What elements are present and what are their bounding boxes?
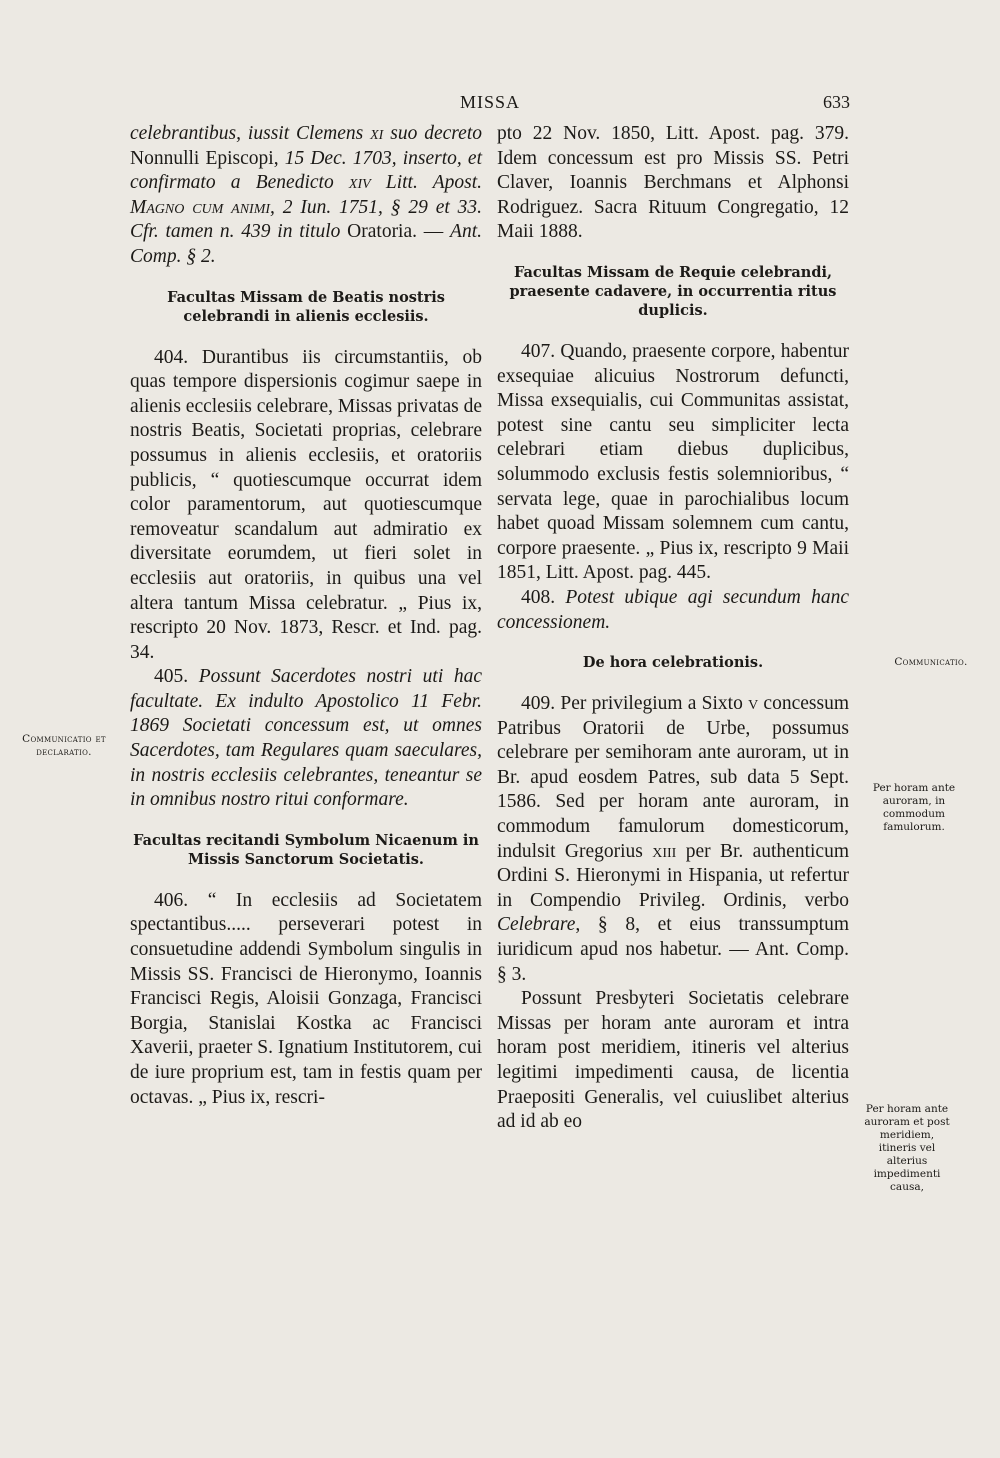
left-continuation-paragraph: celebrantibus, iussit Clemens xi suo decreto Nonnulli Episcopi, 15 Dec. 1703, inserto, et confirmato a Benedicto xiv Litt. Apost. Magno cum animi, 2 Iun. 1751, § 29 et 33. Cfr. tamen n. 439 in titulo Oratoria. — Ant. Comp. § 2. bbox=[130, 123, 482, 267]
margin-note-communicatio: Communicatio. bbox=[894, 656, 968, 668]
running-header bbox=[130, 92, 850, 120]
left-column bbox=[130, 122, 482, 1110]
margin-note-per-horam-itineris: Per horam ante auroram et post meridiem, itineris vel alterius impedimenti causa, bbox=[864, 1103, 950, 1193]
paragraph-407: 407. Quando, praesente corpore, habentur exsequiae alicuius Nostrorum defuncti, Missa exsequialis, cui Communitas assistat, potest sine cantu seu simpliciter lecta celebrari etiam diebus duplicibus, solummodo exclusis festis solemnioribus, “ servata lege, quae in parochialibus locum habet quoad Missam solemnem cum cantu, corpore praesente. „ Pius ix, rescripto 9 Maii 1851, Litt. Apost. pag. 445. bbox=[497, 340, 849, 584]
paragraph-410: Possunt Presbyteri Societatis celebrare Missas per horam ante auroram et intra horam post meridiem, itineris vel alterius legitimi impedimenti causa, de licentia Praepositi Generalis, vel cuiuslibet alterius ad id ab eo bbox=[497, 988, 849, 1133]
right-continuation-paragraph: pto 22 Nov. 1850, Litt. Apost. pag. 379. Idem concessum est pro Missis SS. Petri Claver, Ioannis Berchmans et Alphonsi Rodriguez. Sacra Rituum Congregatio, 12 Maii 1888. bbox=[497, 123, 849, 243]
section-heading: Facultas Missam de Beatis nostris celebrandi in alienis ecclesiis. bbox=[167, 288, 445, 325]
running-title: MISSA bbox=[459, 92, 521, 112]
right-column bbox=[497, 122, 849, 1135]
paragraph-406: 406. “ In ecclesiis ad Societatem spectantibus..... perseverari potest in consuetudine addendi Symbolum singulis in Missis SS. Francisci de Hieronymo, Ioannis Francisci Regis, Aloisii Gonzaga, Francisci Borgia, Stanislai Kostka ac Francisci Xaverii, praeter S. Ignatium Institutorem, cui de iure proprium est, tam in festis quam per octavas. „ Pius ix, rescri- bbox=[130, 889, 482, 1108]
margin-note-communicatio-declaratio: Communicatio et declaratio. bbox=[22, 733, 106, 758]
section-heading: De hora celebrationis. bbox=[582, 654, 764, 672]
paragraph-404: 404. Durantibus iis circumstantiis, ob quas tempore dispersionis cogimur saepe in alienis ecclesiis celebrare, Missas privatas de nostris Beatis, Societati proprias, celebrare possumus in alienis ecclesiis, et oratoriis publicis, “ quotiescumque occurrat idem color paramentorum, aut quotiescumque removeatur scandalum aut admiratio ex diversitate eorumdem, ut fieri solet in ecclesiis aut oratoriis, in quibus una vel altera tantum Missa celebratur. „ Pius ix, rescripto 20 Nov. 1873, Rescr. et Ind. pag. 34. bbox=[130, 346, 482, 663]
margin-note-per-horam-famulorum: Per horam ante auroram, in commodum famulorum. bbox=[872, 782, 956, 833]
section-heading: Facultas Missam de Requie celebrandi, praesente cadavere, in occurrentia ritus duplicis. bbox=[509, 263, 837, 319]
paragraph-409: 409. Per privilegium a Sixto v concessum Patribus Oratorii de Urbe, possumus celebrare per semihoram ante auroram, ut in Br. apud eosdem Patres, sub data 5 Sept. 1586. Sed per horam ante auroram, in commodum famulorum domesticorum, indulsit Gregorius xiii per Br. authenticum Ordini S. Hieronymi in Hispania, ut refertur in Compendio Privileg. Ordinis, verbo Celebrare, § 8, et eius transsumptum iuridicum apud nos habetur. — Ant. Comp. § 3. bbox=[497, 693, 849, 985]
paragraph-408: 408. Potest ubique agi secundum hanc concessionem. bbox=[497, 586, 849, 633]
page-number: 633 bbox=[823, 92, 850, 112]
section-heading: Facultas recitandi Symbolum Nicaenum in Missis Sanctorum Societatis. bbox=[133, 831, 479, 868]
paragraph-405: 405. Possunt Sacerdotes nostri uti hac facultate. Ex indulto Apostolico 11 Febr. 1869 Societati concessum est, ut omnes Sacerdotes, tam Regulares quam saeculares, in nostris ecclesiis celebrantes, teneantur se in omnibus nostro ritui conformare. bbox=[130, 666, 482, 811]
